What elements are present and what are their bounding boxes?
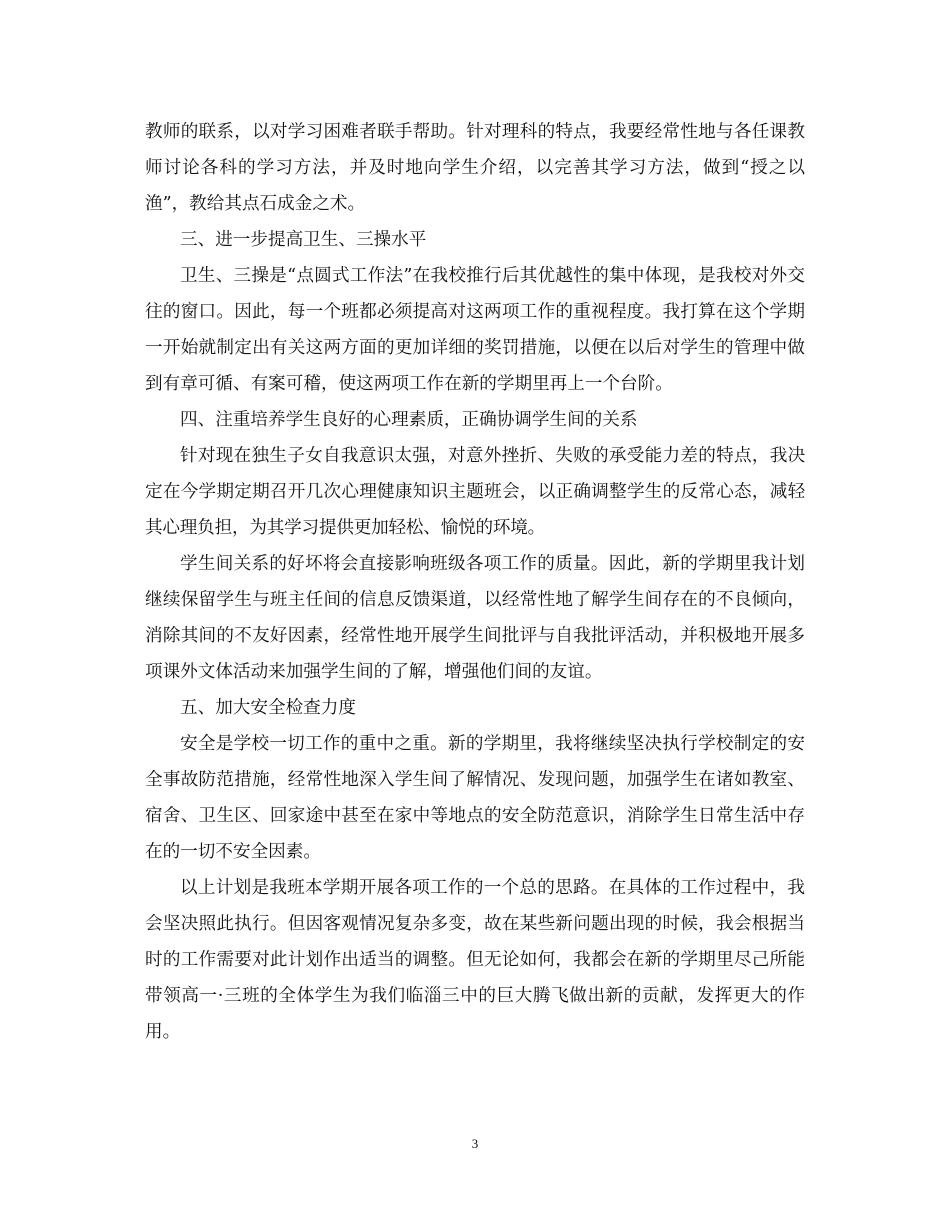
paragraph-3: 针对现在独生子女自我意识太强，对意外挫折、失败的承受能力差的特点，我决定在今学期定期召开几次心理健康知识主题班会，以正确调整学生的反常心态，减轻其心理负担，为其学习提供更加轻松、愉悦的环境。 [145,446,805,538]
paragraph-6: 以上计划是我班本学期开展各项工作的一个总的思路。在具体的工作过程中，我会坚决照此执行。但因客观情况复杂多变，故在某些新问题出现的时候，我会根据当时的工作需要对此计划作出适当的调整。但无论如何，我都会在新的学期里尽己所能带领高一·三班的全体学生为我们临淄三中的巨大腾飞做出新的贡献，发挥更大的作用。 [145,878,805,1042]
paragraph-5: 安全是学校一切工作的重中之重。新的学期里，我将继续坚决执行学校制定的安全事故防范措施，经常性地深入学生间了解情况、发现问题，加强学生在诸如教室、宿舍、卫生区、回家途中甚至在家中等地点的安全防范意识，消除学生日常生活中存在的一切不安全因素。 [145,734,805,862]
paragraph-2: 卫生、三操是“点圆式工作法”在我校推行后其优越性的集中体现，是我校对外交往的窗口。因此，每一个班都必须提高对这两项工作的重视程度。我打算在这个学期一开始就制定出有关这两方面的更加详细的奖罚措施，以便在以后对学生的管理中做到有章可循、有案可稽，使这两项工作在新的学期里再上一个台阶。 [145,266,805,394]
section-heading-5: 五、加大安全检查力度 [180,698,356,718]
paragraph-1: 教师的联系，以对学习困难者联手帮助。针对理科的特点，我要经常性地与各任课教师讨论各科的学习方法，并及时地向学生介绍，以完善其学习方法，做到“授之以渔”，教给其点石成金之术。 [145,122,805,214]
section-heading-3: 三、进一步提高卫生、三操水平 [180,230,427,250]
paragraph-4: 学生间关系的好坏将会直接影响班级各项工作的质量。因此，新的学期里我计划继续保留学生与班主任间的信息反馈渠道，以经常性地了解学生间存在的不良倾向，消除其间的不友好因素，经常性地开展学生间批评与自我批评活动，并积极地开展多项课外文体活动来加强学生间的了解，增强他们间的友谊。 [145,554,805,682]
page-number: 3 [471,1136,479,1151]
document-body [145,114,805,1050]
section-heading-4: 四、注重培养学生良好的心理素质，正确协调学生间的关系 [180,410,638,430]
